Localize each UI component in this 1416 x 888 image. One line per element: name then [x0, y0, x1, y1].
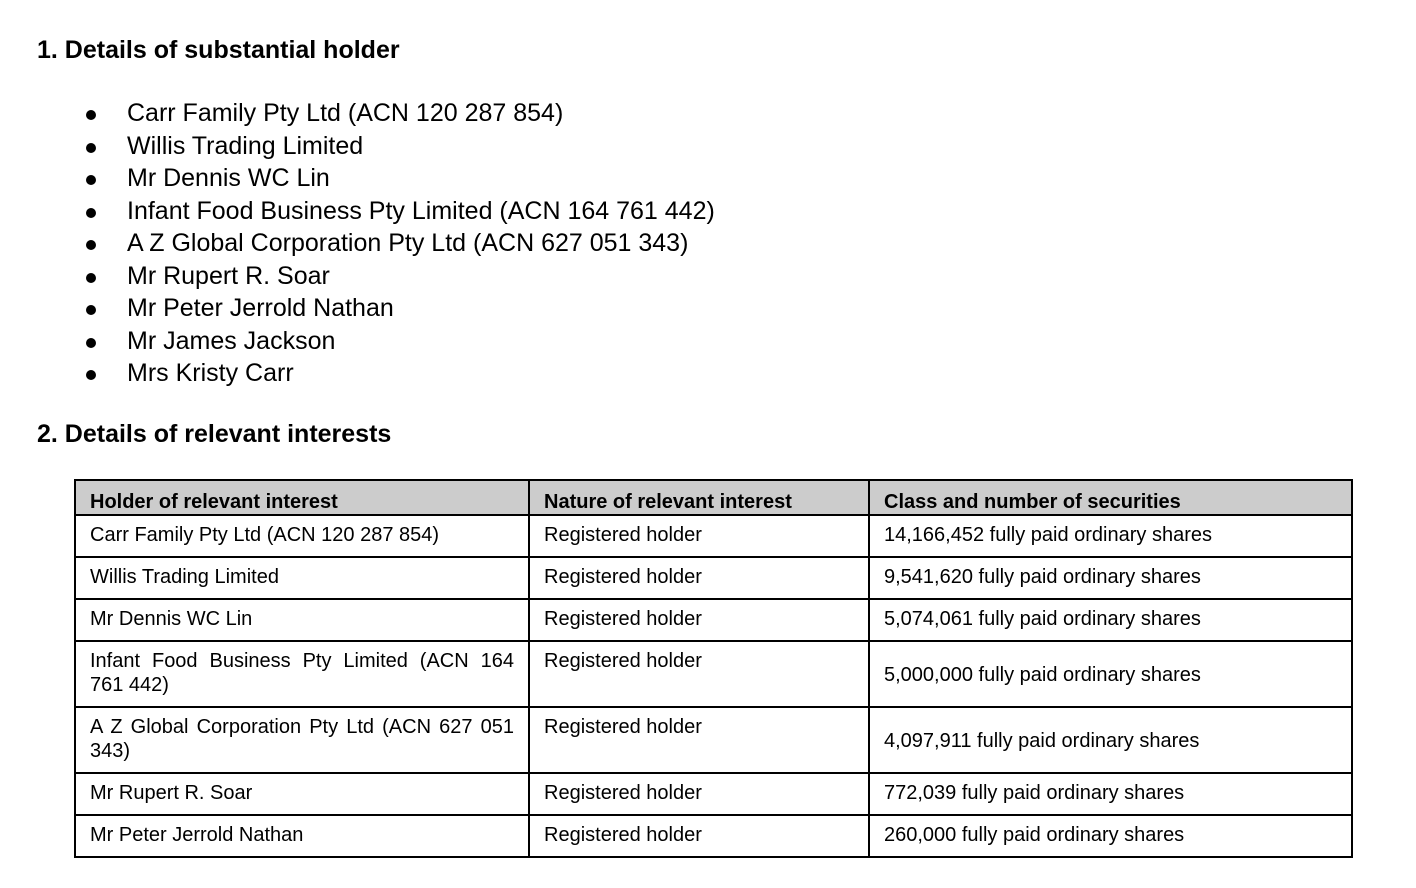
- securities-cell: 772,039 fully paid ordinary shares: [869, 773, 1352, 815]
- bullet-icon: [86, 305, 96, 315]
- nature-cell: Registered holder: [529, 557, 869, 599]
- holder-name: Willis Trading Limited: [127, 131, 364, 160]
- column-header-securities: Class and number of securities: [869, 480, 1352, 515]
- nature-cell: Registered holder: [529, 515, 869, 557]
- holder-cell: Infant Food Business Pty Limited (ACN 164 761 442): [75, 641, 529, 707]
- holder-name: Mr Dennis WC Lin: [127, 164, 330, 192]
- nature-cell: Registered holder: [529, 773, 869, 815]
- table-row: [75, 599, 1352, 641]
- nature-cell: Registered holder: [529, 707, 869, 773]
- holder-name: Mr James Jackson: [127, 326, 336, 355]
- bullet-icon: [86, 273, 96, 283]
- column-header-nature: Nature of relevant interest: [529, 480, 869, 515]
- bullet-icon: [86, 240, 96, 250]
- table-row: [75, 557, 1352, 599]
- section-2-heading: 2. Details of relevant interests: [37, 420, 392, 448]
- holder-name: Mr Peter Jerrold Nathan: [127, 294, 394, 322]
- holder-cell: Mr Dennis WC Lin: [75, 599, 529, 641]
- section-1-heading: 1. Details of substantial holder: [37, 36, 400, 64]
- securities-cell: 5,000,000 fully paid ordinary shares: [869, 641, 1352, 707]
- bullet-icon: [86, 110, 96, 120]
- securities-cell: 9,541,620 fully paid ordinary shares: [869, 557, 1352, 599]
- nature-cell: Registered holder: [529, 641, 869, 707]
- relevant-interests-table: [74, 479, 1353, 858]
- holder-name: A Z Global Corporation Pty Ltd (ACN 627 051 343): [127, 229, 689, 257]
- holder-cell: Carr Family Pty Ltd (ACN 120 287 854): [75, 515, 529, 557]
- holder-cell: Mr Peter Jerrold Nathan: [75, 815, 529, 857]
- holder-name: Mrs Kristy Carr: [127, 359, 294, 387]
- holder-cell: Willis Trading Limited: [75, 557, 529, 599]
- table-row: [75, 707, 1352, 773]
- nature-cell: Registered holder: [529, 599, 869, 641]
- table-row: [75, 815, 1352, 857]
- bullet-icon: [86, 175, 96, 185]
- holder-name: Carr Family Pty Ltd (ACN 120 287 854): [127, 99, 564, 127]
- bullet-icon: [86, 143, 96, 153]
- bullet-icon: [86, 338, 96, 348]
- securities-cell: 260,000 fully paid ordinary shares: [869, 815, 1352, 857]
- holder-name: Infant Food Business Pty Limited (ACN 164 761 442): [127, 196, 715, 225]
- holder-cell: A Z Global Corporation Pty Ltd (ACN 627 051 343): [75, 707, 529, 773]
- column-header-holder: Holder of relevant interest: [75, 480, 529, 515]
- table-row: [75, 773, 1352, 815]
- table-header-row: [75, 480, 1352, 515]
- holder-name: Mr Rupert R. Soar: [127, 261, 330, 290]
- holder-cell: Mr Rupert R. Soar: [75, 773, 529, 815]
- bullet-icon: [86, 208, 96, 218]
- securities-cell: 5,074,061 fully paid ordinary shares: [869, 599, 1352, 641]
- table-row: [75, 641, 1352, 707]
- table-row: [75, 515, 1352, 557]
- nature-cell: Registered holder: [529, 815, 869, 857]
- bullet-icon: [86, 370, 96, 380]
- securities-cell: 14,166,452 fully paid ordinary shares: [869, 515, 1352, 557]
- securities-cell: 4,097,911 fully paid ordinary shares: [869, 707, 1352, 773]
